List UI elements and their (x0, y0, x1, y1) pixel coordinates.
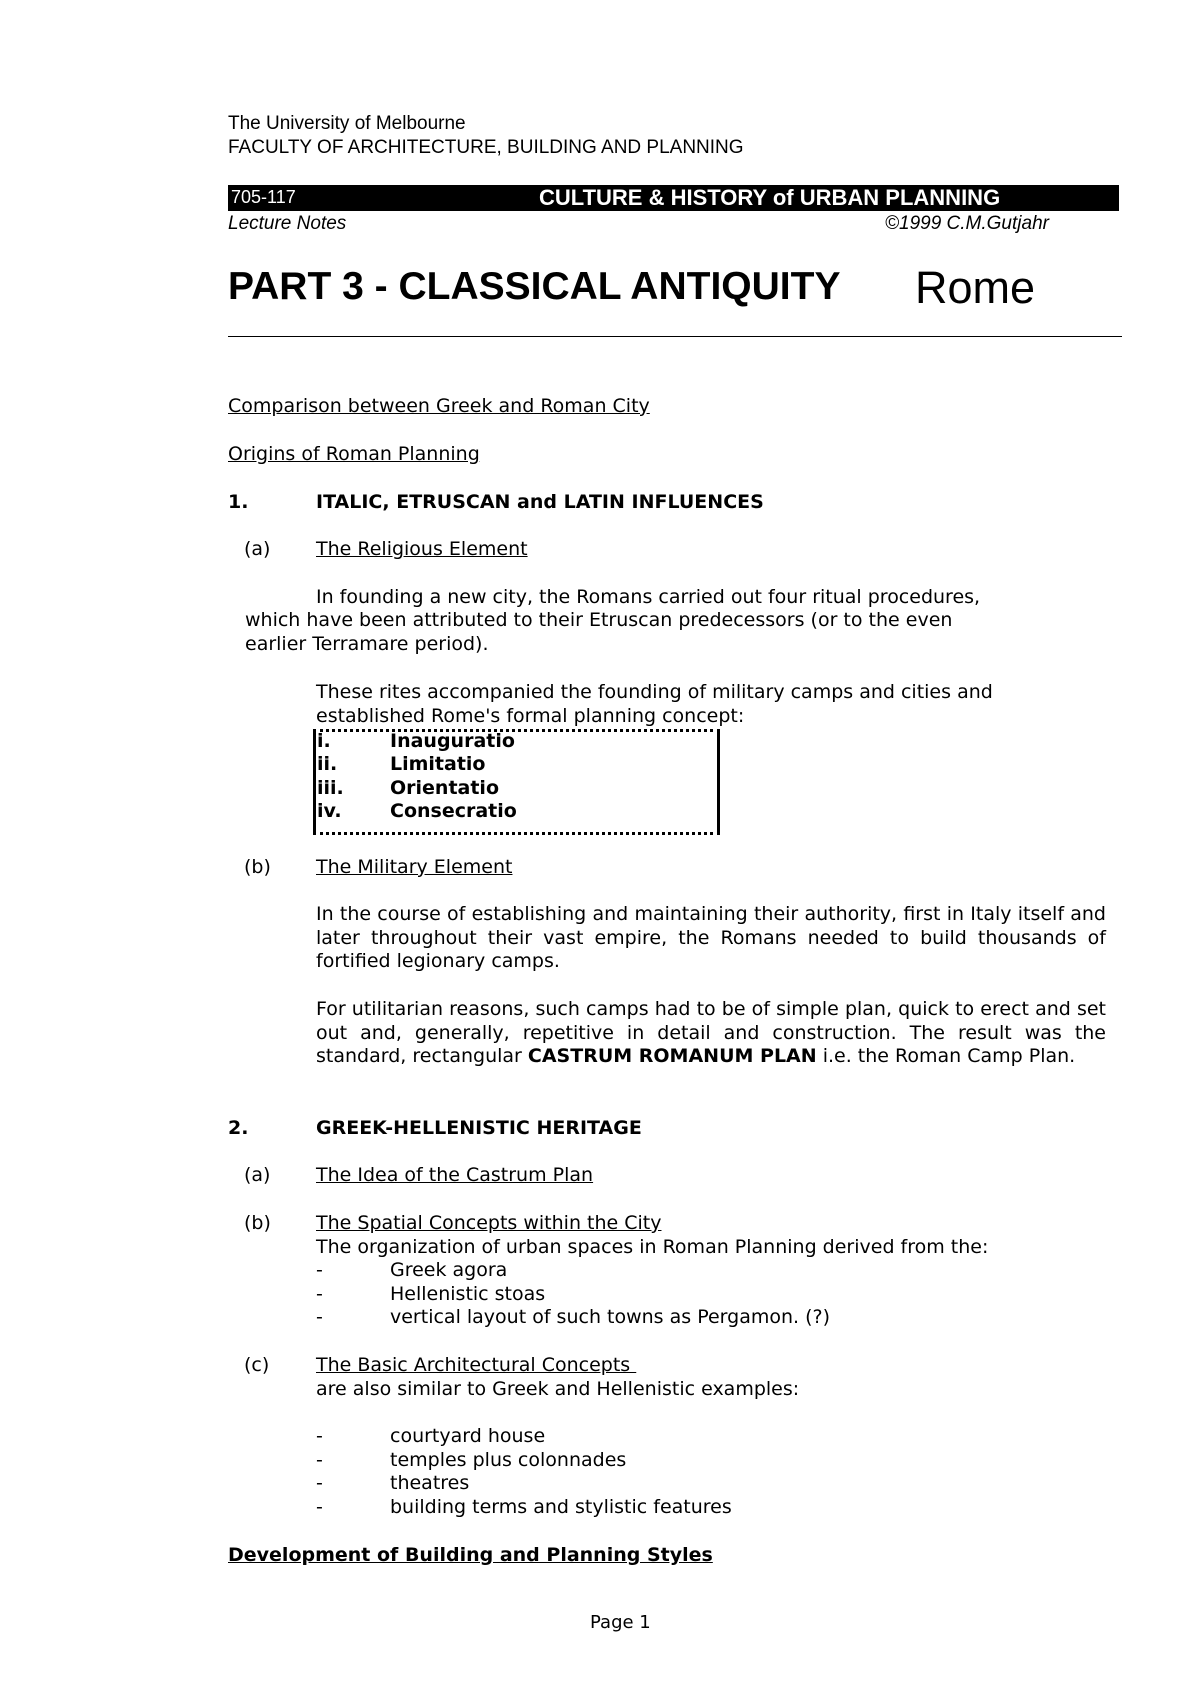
a-para2-line1: These rites accompanied the founding of military camps and cities and (316, 681, 993, 703)
section1-b-label: (b) (244, 856, 271, 878)
part-subject: Rome (915, 262, 1036, 313)
list-item: Greek agora (390, 1259, 508, 1281)
dash-bullet: - (316, 1472, 323, 1494)
list-item: Hellenistic stoas (390, 1283, 546, 1305)
course-code: 705-117 (231, 187, 296, 207)
section2-b-intro: The organization of urban spaces in Roman Planning derived from the: (316, 1236, 989, 1258)
origins-heading: Origins of Roman Planning (228, 443, 480, 465)
section2-a-label: (a) (244, 1164, 271, 1186)
rite-name: Orientatio (390, 777, 499, 799)
dash-bullet: - (316, 1449, 323, 1471)
dash-bullet: - (316, 1283, 323, 1305)
course-banner (228, 185, 1119, 211)
page-number: Page 1 (590, 1612, 651, 1633)
section1-a-label: (a) (244, 538, 271, 560)
section2-a-title: The Idea of the Castrum Plan (316, 1164, 594, 1186)
section1-a-title: The Religious Element (316, 538, 528, 560)
list-item: courtyard house (390, 1425, 546, 1447)
section2-number: 2. (228, 1117, 249, 1139)
rite-num: iv. (317, 800, 342, 822)
dash-bullet: - (316, 1259, 323, 1281)
rite-num: iii. (317, 777, 344, 799)
section2-c-title: The Basic Architectural Concepts (316, 1354, 637, 1376)
castrum-plan-term: CASTRUM ROMANUM PLAN (527, 1045, 817, 1067)
b-para2-post: i.e. the Roman Camp Plan. (816, 1045, 1076, 1067)
section2-c-label: (c) (244, 1354, 270, 1376)
list-item: building terms and stylistic features (390, 1496, 732, 1518)
b-para2 (316, 998, 1106, 1069)
dash-bullet: - (316, 1425, 323, 1447)
section1-heading: ITALIC, ETRUSCAN and LATIN INFLUENCES (316, 491, 764, 513)
title-rule (228, 336, 1122, 337)
section2-c-intro: are also similar to Greek and Hellenistic examples: (316, 1378, 800, 1400)
b-para2-pre: For utilitarian reasons, such camps had to be of simple plan, quick to erect and set out and, generally, repetitive in detail and construction. The result was the standard, rectangular (316, 998, 1106, 1067)
section2-b-label: (b) (244, 1212, 271, 1234)
list-item: theatres (390, 1472, 470, 1494)
part-title: PART 3 - CLASSICAL ANTIQUITY (228, 265, 841, 308)
development-heading: Development of Building and Planning Styles (228, 1544, 713, 1566)
section1-number: 1. (228, 491, 249, 513)
university-name: The University of Melbourne (228, 113, 466, 134)
section1-b-title: The Military Element (316, 856, 513, 878)
dash-bullet: - (316, 1306, 323, 1328)
comparison-heading: Comparison between Greek and Roman City (228, 395, 650, 417)
section2-b-title: The Spatial Concepts within the City (316, 1212, 662, 1234)
course-title: CULTURE & HISTORY of URBAN PLANNING (539, 185, 1001, 210)
list-item: temples plus colonnades (390, 1449, 627, 1471)
rite-name: Consecratio (390, 800, 517, 822)
a-para1-line2: which have been attributed to their Etruscan predecessors (or to the even (245, 609, 953, 631)
list-item: vertical layout of such towns as Pergamon. (?) (390, 1306, 831, 1328)
b-para1: In the course of establishing and maintaining their authority, first in Italy itself and later throughout their vast empire, the Romans needed to build thousands of fortified legionary camps. (316, 903, 1106, 972)
section2-heading: GREEK-HELLENISTIC HERITAGE (316, 1117, 642, 1139)
rite-name: Inauguratio (390, 730, 515, 752)
faculty-name: FACULTY OF ARCHITECTURE, BUILDING AND PLANNING (228, 137, 744, 158)
rite-num: ii. (317, 753, 338, 775)
rite-num: i. (317, 730, 331, 752)
a-para1-line1: In founding a new city, the Romans carried out four ritual procedures, (316, 586, 981, 608)
a-para2-line2: established Rome's formal planning concept: (316, 705, 745, 727)
rite-name: Limitatio (390, 753, 486, 775)
doc-type: Lecture Notes (228, 213, 347, 234)
copyright: ©1999 C.M.Gutjahr (885, 213, 1049, 234)
a-para1-line3: earlier Terramare period). (245, 633, 489, 655)
dash-bullet: - (316, 1496, 323, 1518)
